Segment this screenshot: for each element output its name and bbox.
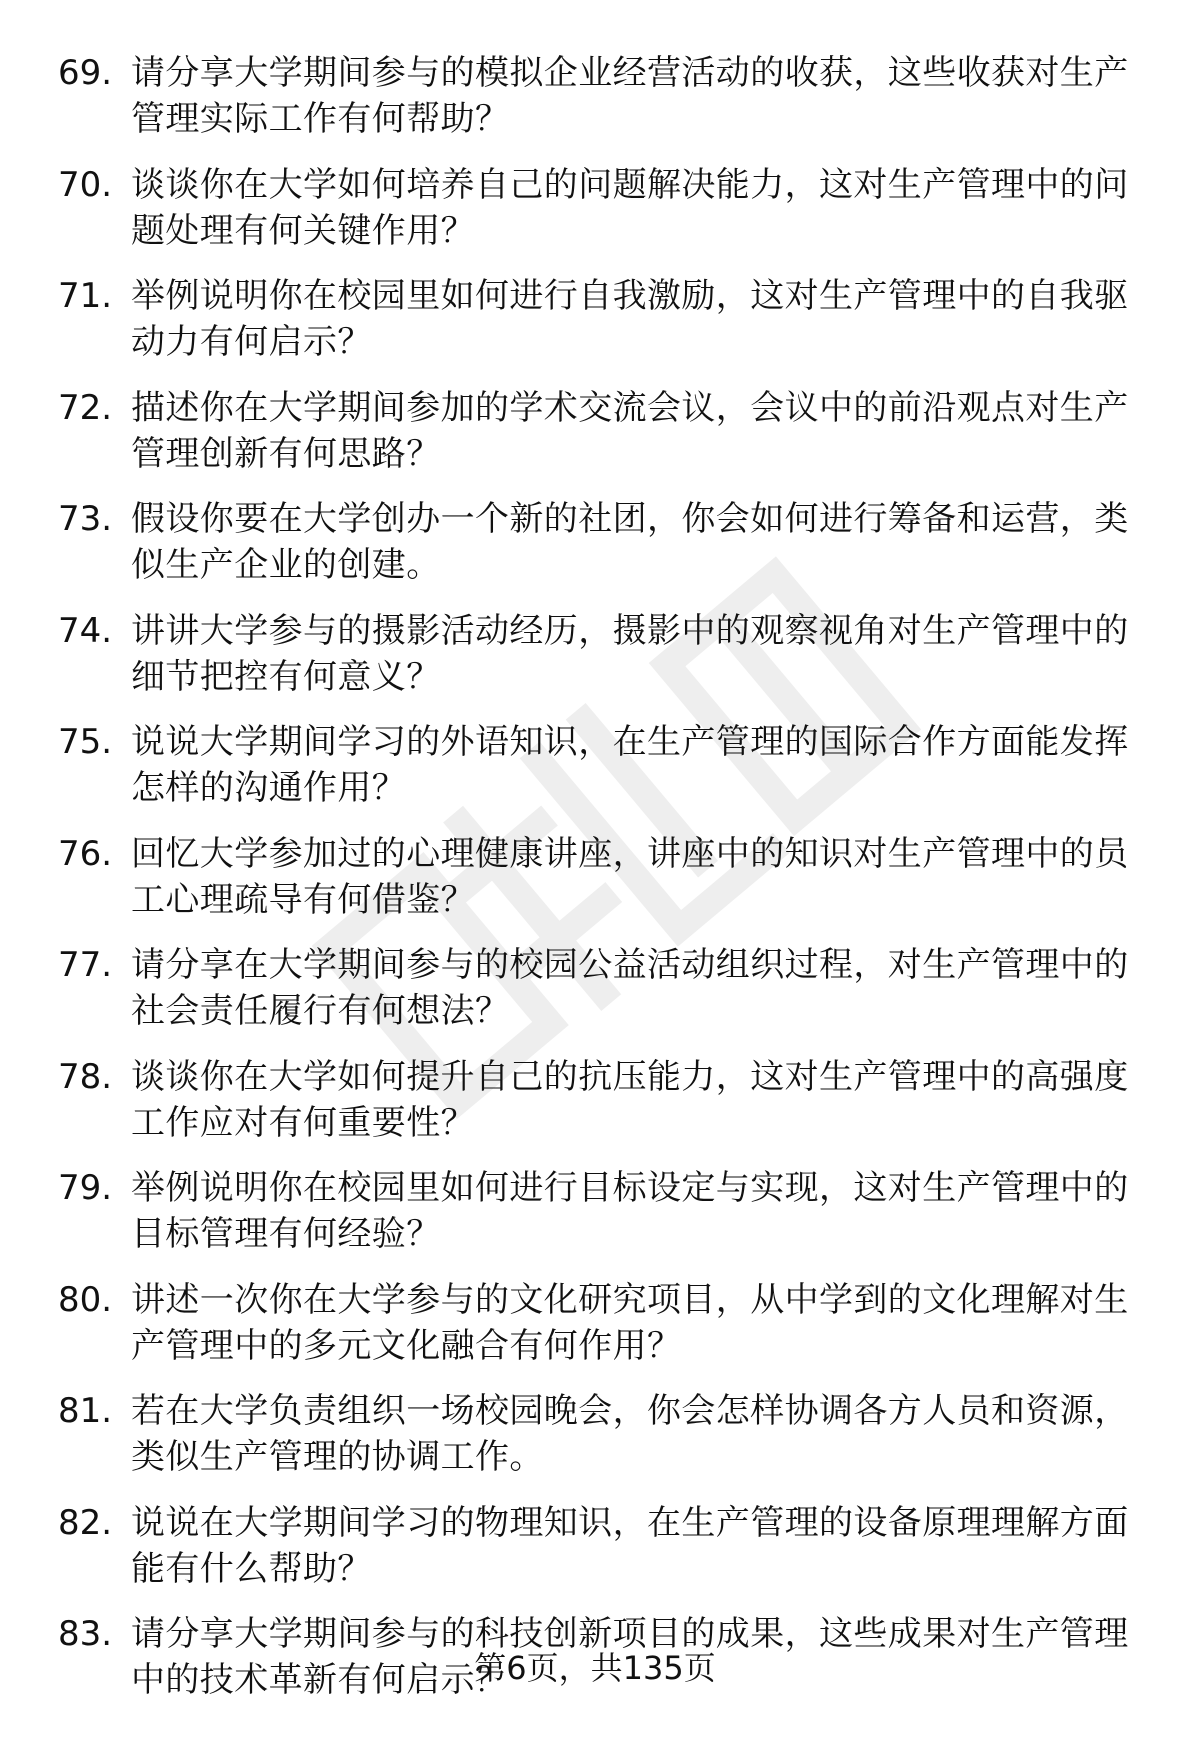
question-text: 假设你要在大学创办一个新的社团，你会如何进行筹备和运营，类似生产企业的创建。: [131, 499, 1129, 585]
question-item: [58, 719, 1148, 811]
question-number: 80.: [58, 1279, 113, 1320]
question-number: 71.: [58, 276, 113, 316]
question-text: 若在大学负责组织一场校园晚会，你会怎样协调各方人员和资源，类似生产管理的协调工作。: [131, 1391, 1129, 1477]
question-item: [58, 1277, 1148, 1369]
question-text: 举例说明你在校园里如何进行目标设定与实现，这对生产管理中的目标管理有何经验？: [131, 1168, 1129, 1254]
question-number: 70.: [58, 164, 113, 205]
question-item: [58, 162, 1148, 254]
question-item: [58, 496, 1148, 588]
question-number: 73.: [58, 499, 113, 539]
question-number: 69.: [58, 53, 113, 93]
question-item: [58, 273, 1148, 365]
page-footer: 第6页，共135页: [474, 1649, 716, 1687]
question-text: 讲述一次你在大学参与的文化研究项目，从中学到的文化理解对生产管理中的多元文化融合有何作用？: [131, 1279, 1129, 1366]
question-number: 78.: [58, 1056, 113, 1097]
question-text: 请分享大学期间参与的科技创新项目的成果，这些成果对生产管理中的技术革新有何启示？: [131, 1614, 1129, 1700]
question-item: [58, 385, 1148, 477]
question-text: 说说大学期间学习的外语知识，在生产管理的国际合作方面能发挥怎样的沟通作用？: [131, 722, 1129, 808]
question-item: [58, 1500, 1148, 1592]
question-text: 描述你在大学期间参加的学术交流会议，会议中的前沿观点对生产管理创新有何思路？: [131, 387, 1129, 474]
question-text: 回忆大学参加过的心理健康讲座，讲座中的知识对生产管理中的员工心理疏导有何借鉴？: [131, 833, 1129, 920]
question-text: 请分享在大学期间参与的校园公益活动组织过程，对生产管理中的社会责任履行有何想法？: [131, 945, 1129, 1031]
question-text: 谈谈你在大学如何培养自己的问题解决能力，这对生产管理中的问题处理有何关键作用？: [131, 164, 1129, 251]
question-number: 75.: [58, 722, 113, 762]
question-item: [58, 831, 1148, 923]
question-number: 76.: [58, 833, 113, 874]
question-text: 请分享大学期间参与的模拟企业经营活动的收获，这些收获对生产管理实际工作有何帮助？: [131, 53, 1129, 139]
question-number: 83.: [58, 1614, 113, 1654]
question-item: [58, 50, 1148, 142]
question-list: [58, 50, 1148, 1723]
question-item: [58, 942, 1148, 1034]
question-item: [58, 1388, 1148, 1480]
question-number: 82.: [58, 1502, 113, 1543]
question-text: 谈谈你在大学如何提升自己的抗压能力，这对生产管理中的高强度工作应对有何重要性？: [131, 1056, 1129, 1143]
question-number: 72.: [58, 387, 113, 428]
question-number: 74.: [58, 610, 113, 651]
question-item: [58, 1054, 1148, 1146]
question-item: [58, 1165, 1148, 1257]
question-number: 77.: [58, 945, 113, 985]
question-text: 讲讲大学参与的摄影活动经历，摄影中的观察视角对生产管理中的细节把控有何意义？: [131, 610, 1129, 697]
question-number: 79.: [58, 1168, 113, 1208]
question-number: 81.: [58, 1391, 113, 1431]
question-text: 说说在大学期间学习的物理知识，在生产管理的设备原理理解方面能有什么帮助？: [131, 1502, 1129, 1589]
question-item: [58, 608, 1148, 700]
question-text: 举例说明你在校园里如何进行自我激励，这对生产管理中的自我驱动力有何启示？: [131, 276, 1129, 362]
